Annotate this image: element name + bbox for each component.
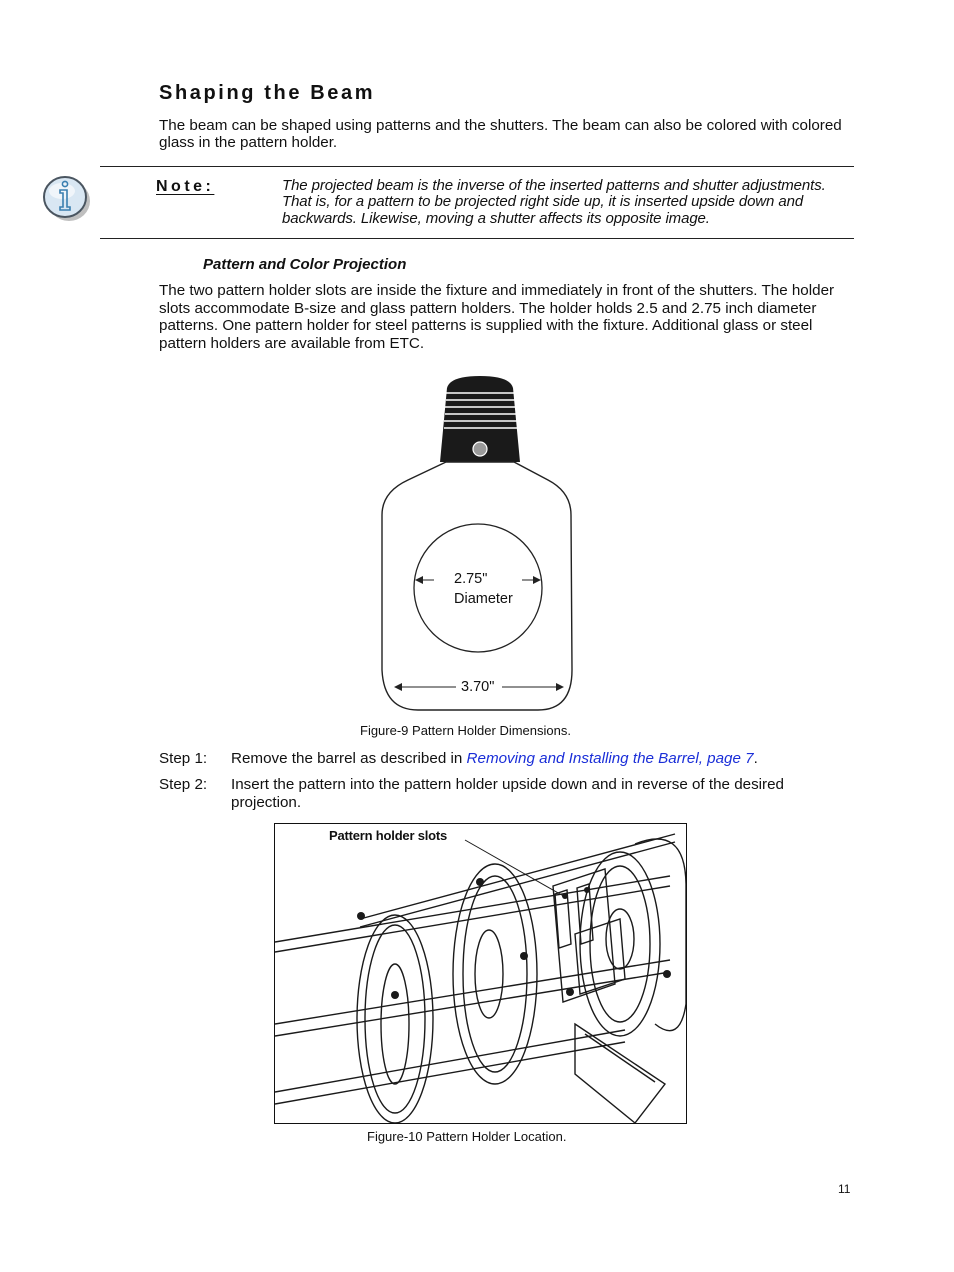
note-top-rule <box>100 166 854 167</box>
pattern-slots-callout: Pattern holder slots <box>329 828 448 843</box>
step1-text-before: Remove the barrel as described in <box>231 750 467 767</box>
diameter-label: Diameter <box>454 591 513 607</box>
subsection-paragraph: The two pattern holder slots are inside the fixture and immediately in front of the shutters. The holder slots accommodate B-size and glass pattern holders. The holder holds 2.5 and 2.75 inch diameter patterns. One pattern holder for steel patterns is supplied with the fixture. Additional glass or steel pattern holders are available from ETC. <box>159 282 835 352</box>
width-label: 3.70" <box>461 679 495 695</box>
pattern-holder-location-figure <box>274 823 687 1124</box>
step2-label: Step 2: <box>159 776 208 793</box>
diameter-value: 2.75" <box>454 571 488 587</box>
note-label: Note: <box>156 178 215 195</box>
intro-paragraph: The beam can be shaped using patterns and the shutters. The beam can also be colored with colored glass in the pattern holder. <box>159 117 842 151</box>
note-bottom-rule <box>100 238 854 239</box>
note-text: The projected beam is the inverse of the inserted patterns and shutter adjustments. That is, for a pattern to be projected right side up, it is inserted upside down and backwards. Likewise, moving a shutter affects its opposite image. <box>282 177 826 227</box>
step1-label: Step 1: <box>159 750 208 767</box>
step2-text: Insert the pattern into the pattern holder upside down and in reverse of the desired projection. <box>231 776 785 811</box>
pattern-holder-figure <box>370 370 585 715</box>
barrel-link[interactable]: Removing and Installing the Barrel, page 7 <box>466 750 754 767</box>
figure10-caption: Figure-10 Pattern Holder Location. <box>367 1129 567 1144</box>
info-icon <box>38 172 94 229</box>
section-title: Shaping the Beam <box>159 82 376 104</box>
subsection-title: Pattern and Color Projection <box>203 256 407 273</box>
page-number: 11 <box>838 1182 851 1196</box>
step1-text-after: . <box>753 750 758 767</box>
figure9-caption: Figure-9 Pattern Holder Dimensions. <box>360 723 571 738</box>
step1-text <box>231 750 856 768</box>
